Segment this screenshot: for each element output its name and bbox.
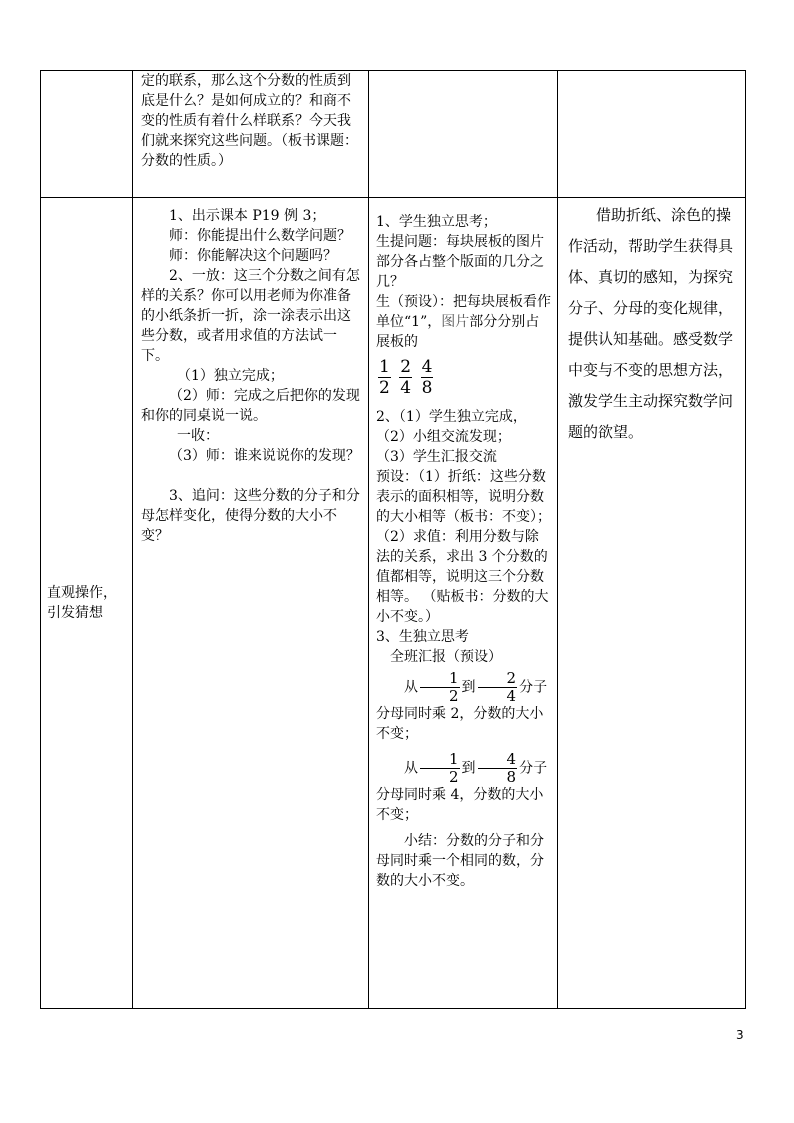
teacher-step-2: 2、一放：这三个分数之间有怎样的关系？你可以用老师为你准备的小纸条折一折，涂一涂表示出这些分数，或者用求值的方法试一下。 <box>141 268 360 364</box>
fraction-2-4: $\frac{2}{4}$ <box>400 357 412 398</box>
teacher-activity-cell <box>133 71 369 198</box>
fractions-row <box>376 358 551 397</box>
teacher-activity-cell <box>133 198 369 1009</box>
student-question: 生提问题：每块展板的图片部分各占整个版面的几分之几？ <box>376 234 544 290</box>
student-preset-fold: 预设：（1）折纸：这些分数表示的面积相等，说明分数的大小相等（板书：不变）； <box>376 469 551 525</box>
teacher-substep-2: （2）师：完成之后把你的发现和你的同桌说一说。 <box>141 388 360 424</box>
teacher-substep-3: （3）师：谁来说说你的发现？ <box>169 448 360 464</box>
lesson-plan-table <box>40 70 746 1009</box>
table-row <box>41 71 746 198</box>
table-row <box>41 198 746 1009</box>
teacher-step-3: 3、追问：这些分数的分子和分母怎样变化，使得分数的大小不变？ <box>141 488 360 544</box>
fraction-4-8: $\frac{4}{8}$ <box>421 357 433 398</box>
teacher-substep-1: （1）独立完成； <box>177 368 284 384</box>
student-report: （3）学生汇报交流 <box>376 449 497 465</box>
teacher-collect: 一收： <box>177 428 219 444</box>
student-summary: 小结：分数的分子和分母同时乘一个相同的数，分数的大小不变。 <box>376 833 544 889</box>
student-example-2: 从 $\frac{1}{2}$ 到 $\frac{4}{8}$ 分子分母同时乘 4，分数的大小不变； <box>376 750 548 823</box>
fraction-1-2: $\frac{1}{2}$ <box>379 357 390 398</box>
student-step-2: 2、（1）学生独立完成， <box>376 409 527 425</box>
teacher-question-1: 师：你能提出什么数学问题？ <box>169 228 351 244</box>
student-step-3: 3、生独立思考 <box>376 629 469 645</box>
student-step-1: 1、学生独立思考； <box>376 214 497 230</box>
design-intent-cell <box>558 198 746 1009</box>
student-activity-cell <box>369 198 558 1009</box>
student-example-1: 从 $\frac{1}{2}$ 到 $\frac{2}{4}$ 分子分母同时乘 2，分数的大小不变； <box>376 669 548 742</box>
student-preset: 生（预设）：把每块展板看作单位“1”，图片部分分别占展板的 <box>376 294 551 350</box>
teacher-question-2: 师：你能解决这个问题吗？ <box>169 248 337 264</box>
teacher-text-continued: 定的联系，那么这个分数的性质到底是什么？是如何成立的？和商不变的性质有着什么样联系？今天我们就来探究这些问题。（板书课题：分数的性质。） <box>141 73 358 169</box>
design-intent-cell-empty <box>558 71 746 198</box>
student-preset-value: （2）求值：利用分数与除法的关系，求出 3 个分数的值都相等，说明这三个分数相等。 （贴板书：分数的大小不变。） <box>376 529 549 625</box>
design-intent-text: 借助折纸、涂色的操作活动，帮助学生获得具体、真切的感知，为探究分子、分母的变化规律，提供认知基础。感受数学中变与不变的思想方法，激发学生主动探究数学问题的欲望。 <box>568 206 734 441</box>
page-number: 3 <box>736 1028 744 1042</box>
stage-cell-empty <box>41 71 133 198</box>
stage-cell <box>41 198 133 1009</box>
student-group-share: （2）小组交流发现； <box>376 429 511 445</box>
teacher-step-1: 1、出示课本 P19 例 3； <box>169 208 326 224</box>
student-class-report: 全班汇报（预设） <box>390 649 502 665</box>
student-activity-cell-empty <box>369 71 558 198</box>
stage-title: 直观操作，引发猜想 <box>47 585 117 621</box>
